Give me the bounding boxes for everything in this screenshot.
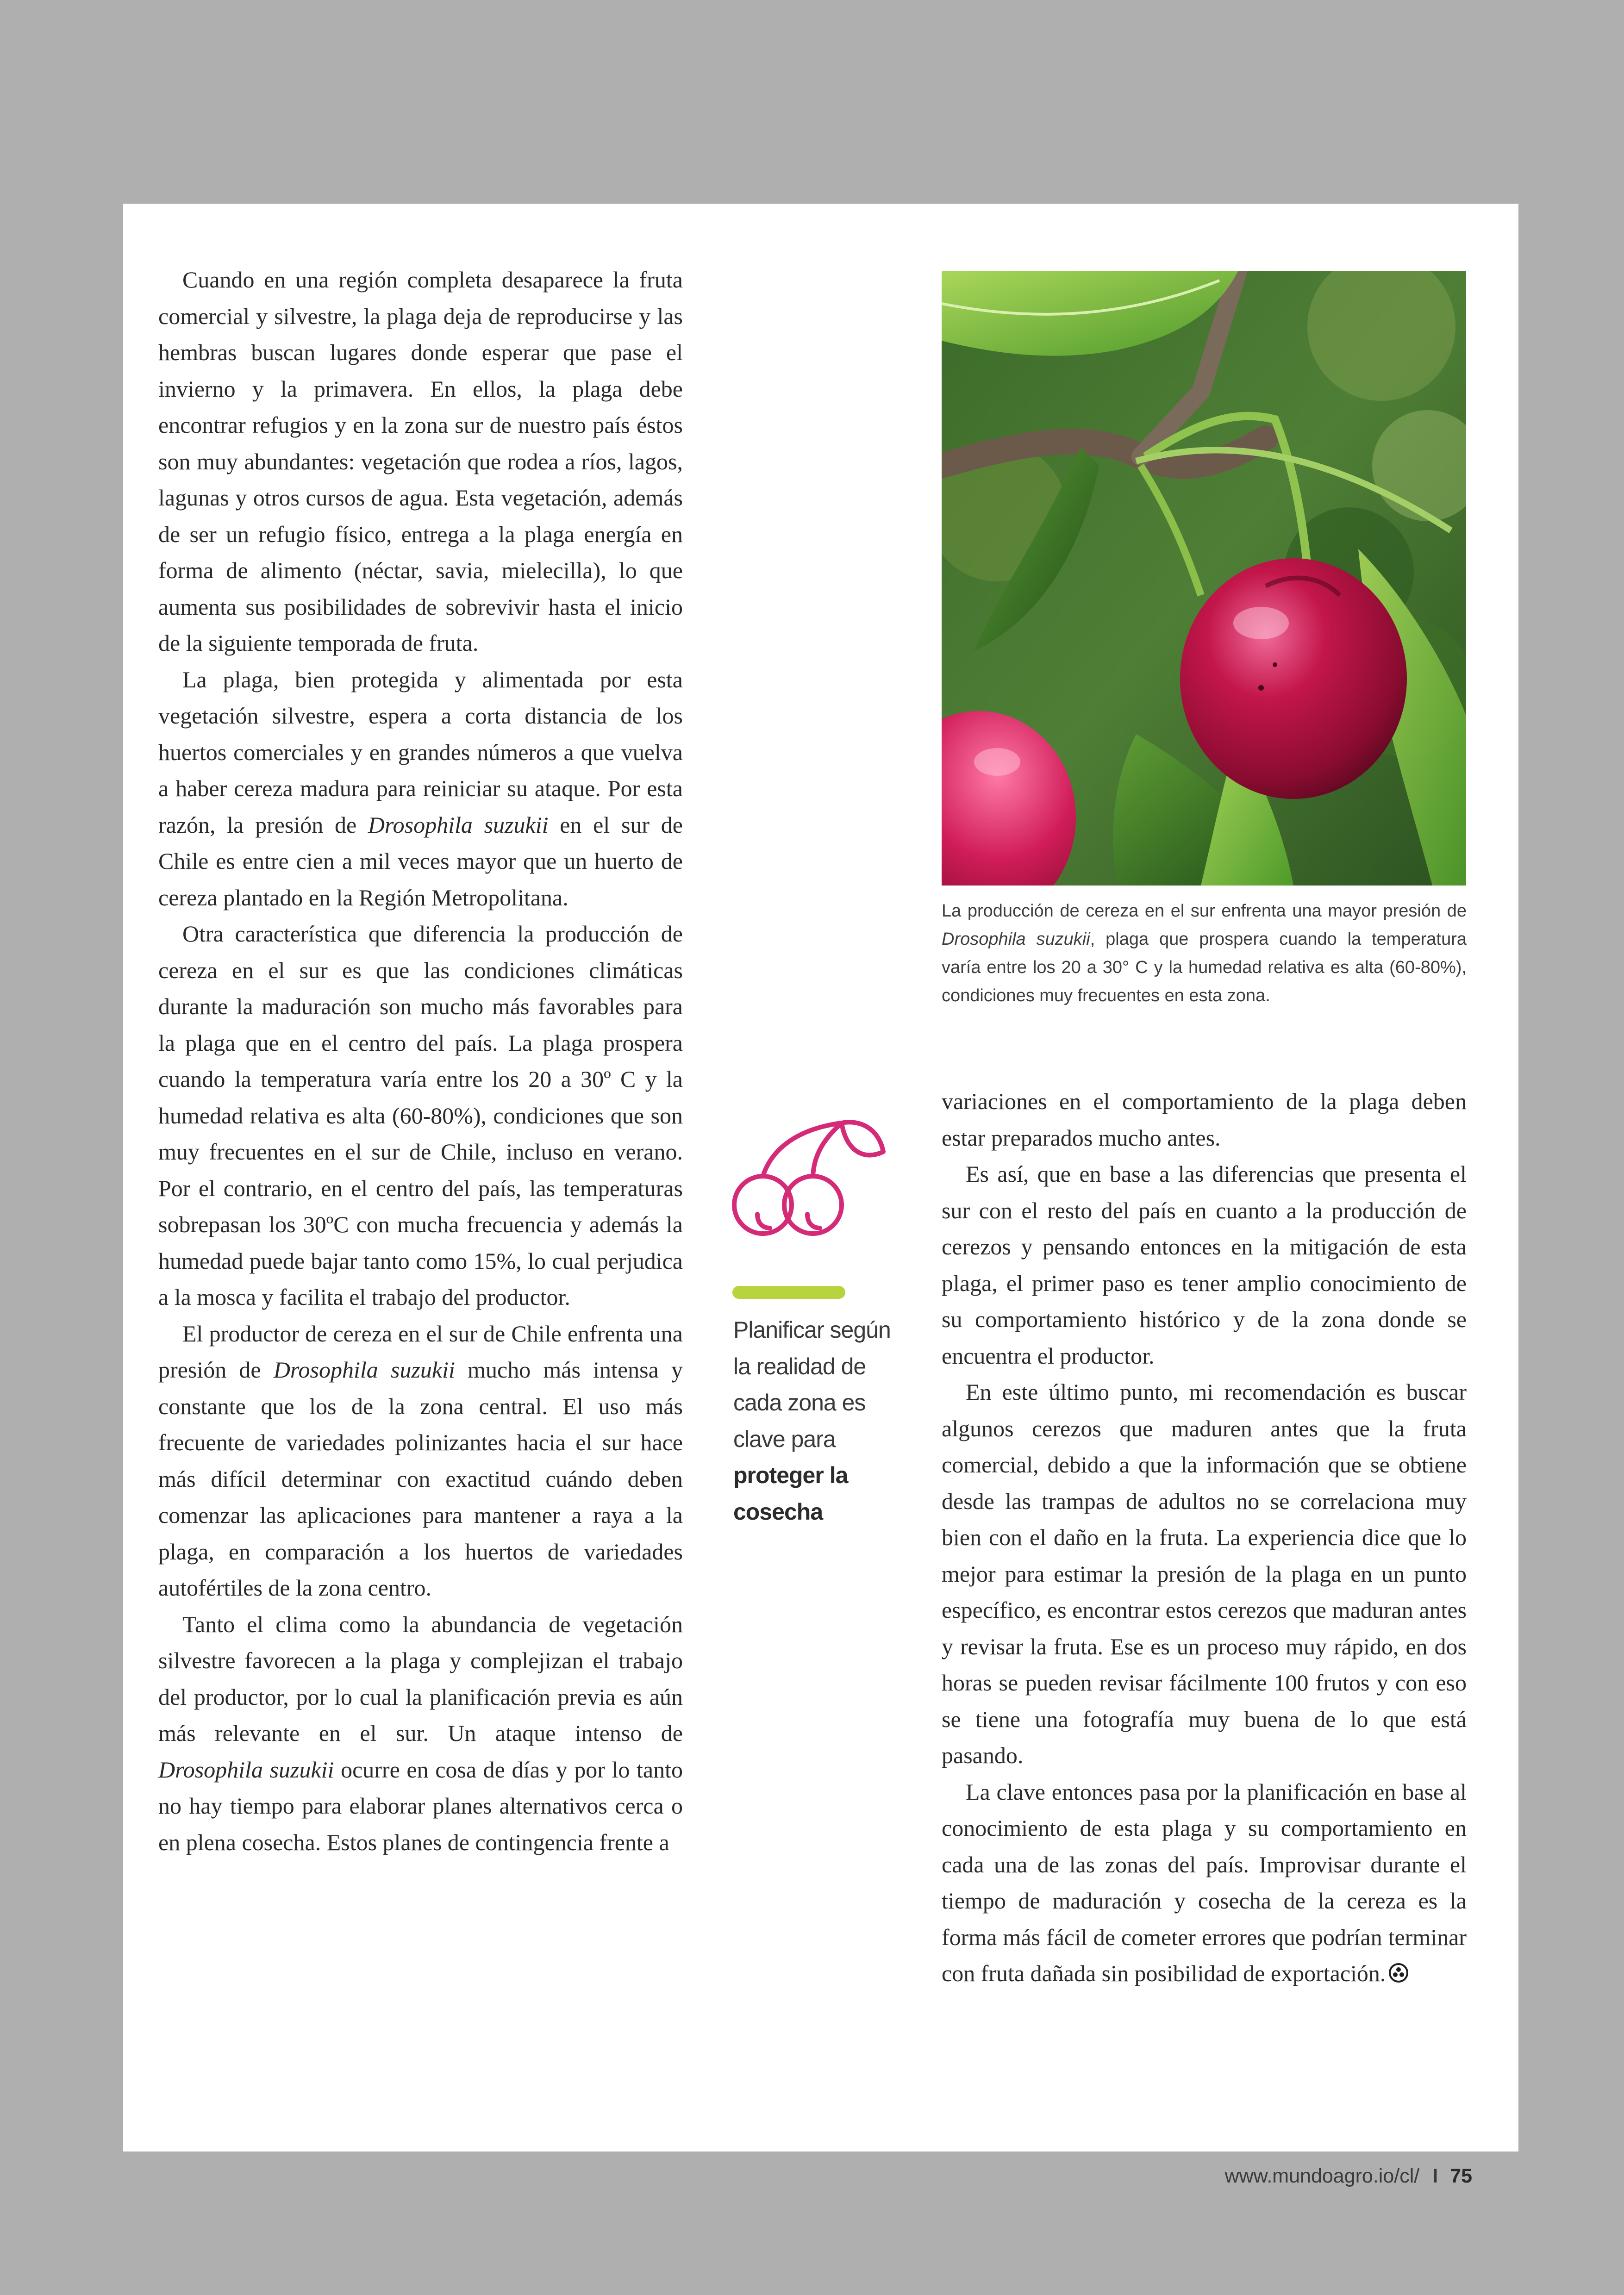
page-number: 75 (1450, 2165, 1472, 2187)
pull-quote (733, 1312, 891, 1530)
text-run: El productor de cereza en el sur de Chile enfrenta una presión de (158, 1320, 683, 1383)
paragraph: Otra característica que diferencia la producción de cereza en el sur es que las condiciones climáticas durante la maduración son mucho más favorables para la plaga que en el centro del país. La plaga prospera cuando la temperatura varía entre los 20 a 30º C y la humedad relativa es alta (60-80%), condiciones que son muy frecuentes en el sur de Chile, incluso en verano. Por el contrario, en el centro del país, las temperaturas sobrepasan los 30ºC con mucha frecuencia y además la humedad puede bajar tanto como 15%, lo cual perjudica a la mosca y facilita el trabajo del productor. (158, 921, 683, 1310)
text-run: , plaga que prospera cuando la temperatura varía entre los 20 a 30° C y la humedad relativa es alta (60-80%), condiciones muy frecuentes en esta zona. (942, 929, 1467, 1005)
right-text-column (942, 1083, 1467, 1992)
photo-caption (942, 897, 1467, 1010)
website-url: www.mundoagro.io/cl/ (1224, 2165, 1420, 2187)
left-text-column (158, 262, 683, 1860)
cherry-photo (942, 271, 1466, 886)
text-run: ocurre en cosa de días y por lo tanto no hay tiempo para elaborar planes alternativos cerca o en plena cosecha. Estos planes de contingencia frente a (158, 1756, 683, 1855)
paragraph: Cuando en una región completa desaparece la fruta comercial y silvestre, la plaga deja de reproducirse y las hembras buscan lugares donde esperar que pase el invierno y la primavera. En ellos, la plaga debe encontrar refugios y en la zona sur de nuestro país éstos son muy abundantes: vegetación que rodea a ríos, lagos, lagunas y otros cursos de agua. Esta vegetación, además de ser un refugio físico, entrega a la plaga energía en forma de alimento (néctar, savia, mielecilla), lo que aumenta sus posibilidades de sobrevivir hasta el inicio de la siguiente temporada de fruta. (158, 267, 683, 656)
paragraph (158, 661, 683, 916)
species-name: Drosophila suzukii (942, 929, 1090, 949)
species-name: Drosophila suzukii (158, 1756, 334, 1783)
paragraph: variaciones en el comportamiento de la plaga deben estar preparados mucho antes. (942, 1088, 1467, 1151)
text-run: La plaga, bien protegida y alimentada por esta vegetación silvestre, espera a corta distancia de los huertos comerciales y en grandes números a que vuelva a haber cereza madura para reiniciar su ataque. Por esta razón, la presión de (158, 666, 683, 838)
paragraph: En este último punto, mi recomendación es buscar algunos cerezos que maduren antes que la fruta comercial, debido a que la información que se obtiene desde las trampas de adultos no se correlaciona muy bien con el daño en la fruta. La experiencia dice que lo mejor para estimar la presión de la plaga en un punto específico, es encontrar estos cerezos que maduran antes y revisar la fruta. Ese es un proceso muy rápido, en dos horas se pueden revisar fácilmente 100 frutos y con eso se tiene una fotografía muy buena de lo que está pasando. (942, 1379, 1467, 1768)
text-run: Tanto el clima como la abundancia de vegetación silvestre favorecen a la plaga y complejizan el trabajo del productor, por lo cual la planificación previa es aún más relevante en el sur. Un ataque intenso de (158, 1611, 683, 1746)
text-run: mucho más intensa y constante que los de la zona central. El uso más frecuente de variedades polinizantes hacia el sur hace más difícil determinar con exactitud cuándo deben comenzar las aplicaciones para mantener a raya a la plaga, en comparación a los huertos de variedades autofértiles de la zona centro. (158, 1357, 683, 1601)
species-name: Drosophila suzukii (368, 811, 549, 838)
species-name: Drosophila suzukii (273, 1357, 455, 1383)
text-run: La clave entonces pasa por la planificación en base al conocimiento de esta plaga y su comportamiento en cada una de las zonas del país. Improvisar durante el tiempo de maduración y cosecha de la cereza es la forma más fácil de cometer errores que podrían terminar con fruta dañada sin posibilidad de exportación. (942, 1778, 1467, 1986)
footer-separator: I (1432, 2165, 1438, 2187)
accent-bar (732, 1286, 845, 1299)
paragraph (158, 1316, 683, 1606)
page-footer (1167, 2160, 1472, 2192)
paragraph (158, 1606, 683, 1861)
pull-quote-text: Planificar según la realidad de cada zona es clave para (733, 1317, 891, 1452)
paragraph: Es así, que en base a las diferencias que presenta el sur con el resto del país en cuanto a la producción de cerezos y pensando entonces en la mitigación de esta plaga, el primer paso es tener amplio conocimiento de su comportamiento histórico y de la zona donde se encuentra el productor. (942, 1161, 1467, 1369)
cherry-icon (731, 1110, 897, 1258)
magazine-page (123, 204, 1518, 2152)
text-run: La producción de cereza en el sur enfrenta una mayor presión de (942, 901, 1467, 921)
paragraph (942, 1774, 1467, 1992)
end-of-article-icon (1388, 1963, 1409, 1983)
pull-quote-emphasis: proteger la cosecha (733, 1462, 848, 1525)
text-run: en el sur de Chile es entre cien a mil veces mayor que un huerto de cereza plantado en la Región Metropolitana. (158, 811, 683, 911)
